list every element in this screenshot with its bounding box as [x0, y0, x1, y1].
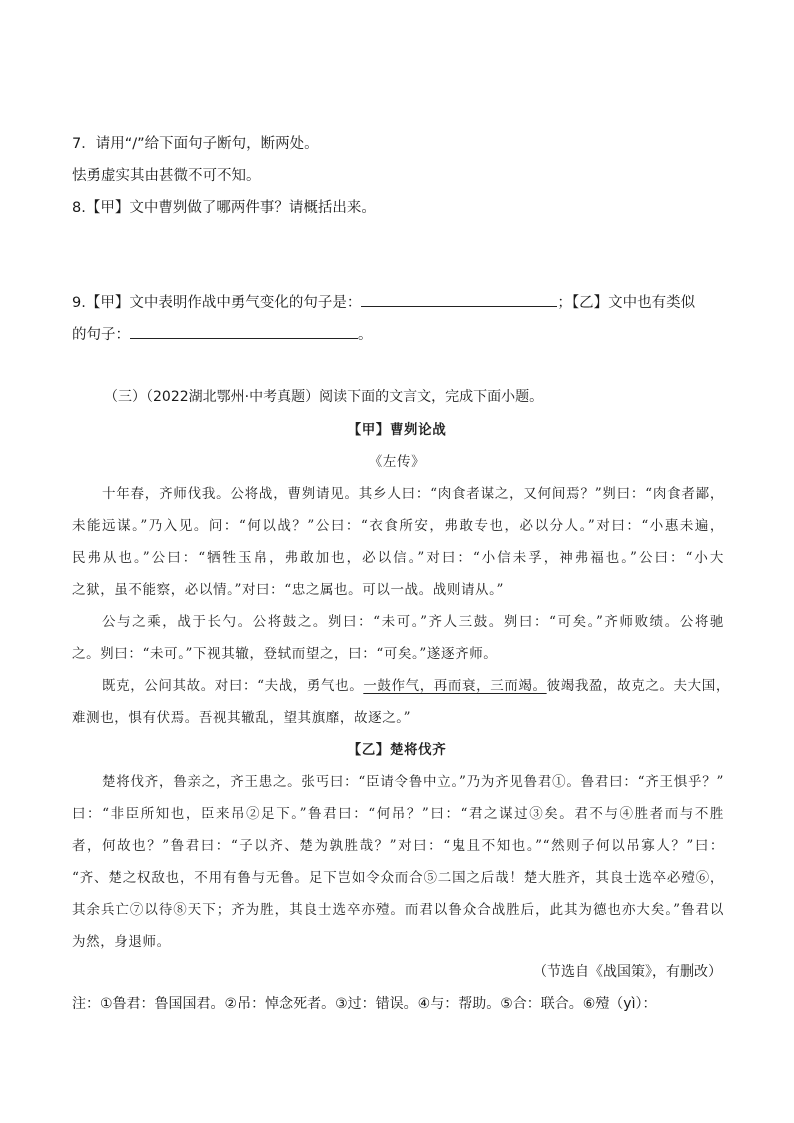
question-8: 8.【甲】文中曹刿做了哪两件事？请概括出来。 — [72, 200, 376, 216]
annotation-notes: 注：①鲁君：鲁国国君。②吊：悼念死者。③过：错误。④与：帮助。⑤合：联合。⑥殪（yì）： — [72, 996, 657, 1012]
jia-line-3: 民弗从也。”公曰：“牺牲玉帛，弗敢加也，必以信。”对曰：“小信未孚，神弗福也。”公曰：“小大 — [72, 550, 724, 566]
question-9-line1 — [72, 292, 695, 313]
jia-line-7-post: 彼竭我盈，故克之。夫大国， — [546, 678, 730, 694]
jia-line-2: 未能远谋。”乃入见。问：“何以战？”公曰：“衣食所安，弗敢专也，必以分人。”对曰：“小惠未遍， — [72, 518, 724, 534]
question-9-end: 。 — [358, 327, 373, 343]
question-9-prompt-2: ；【乙】文中也有类似 — [557, 295, 696, 311]
question-7: 7．请用“/”给下面句子断句，断两处。 — [72, 136, 319, 152]
yi-line-1: 楚将伐齐，鲁亲之，齐王患之。张丐曰：“臣请令鲁中立。”乃为齐见鲁君①。鲁君曰：“齐王惧乎？” — [102, 774, 724, 790]
yi-line-3: 者，何故也？”鲁君曰：“子以齐、楚为孰胜哉？”对曰：“鬼且不知也。”“然则子何以吊寡人？”曰： — [72, 838, 724, 854]
passage-jia-source: 《左传》 — [368, 454, 426, 470]
question-7-sentence: 怯勇虚实其由甚微不可不知。 — [72, 168, 261, 184]
underlined-sentence: 一鼓作气，再而衰，三而竭。 — [363, 678, 547, 694]
question-9-prompt: 9.【甲】文中表明作战中勇气变化的句子是： — [72, 295, 362, 311]
answer-blank-1[interactable] — [361, 292, 557, 307]
yi-line-4: “齐、楚之权敌也，不用有鲁与无鲁。足下岂如令众而合⑤二国之后哉！楚大胜齐，其良士选卒必殪⑥， — [72, 870, 724, 886]
jia-line-7 — [102, 676, 730, 696]
jia-line-8: 难测也，惧有伏焉。吾视其辙乱，望其旗靡，故逐之。” — [72, 710, 412, 726]
passage-yi-source: （节选自《战国策》，有删改） — [533, 964, 722, 980]
jia-line-1: 十年春，齐师伐我。公将战，曹刿请见。其乡人曰：“肉食者谋之，又何间焉？”刿曰：“肉食者鄙， — [102, 486, 724, 502]
passage-yi-title: 【乙】楚将伐齐 — [347, 742, 447, 758]
jia-line-7-pre: 既克，公问其故。对曰：“夫战，勇气也。 — [102, 678, 364, 694]
answer-blank-2[interactable] — [130, 324, 358, 339]
question-9-line2 — [72, 324, 373, 345]
yi-line-5: 其余兵亡⑦以待⑧天下；齐为胜，其良士选卒亦殪。而君以鲁众合战胜后，此其为德也亦大矣。”鲁君以 — [72, 902, 724, 918]
section-3-heading: （三）（2022湖北鄂州·中考真题）阅读下面的文言文，完成下面小题。 — [104, 389, 544, 405]
question-9-prompt-3: 的句子： — [72, 327, 130, 343]
yi-line-2: 曰：“非臣所知也，臣来吊②足下。”鲁君曰：“何吊？”曰：“君之谋过③矣。君不与④胜者而与不胜 — [72, 806, 724, 822]
passage-jia-title: 【甲】曹刿论战 — [347, 422, 447, 438]
yi-line-6: 为然，身退师。 — [72, 934, 171, 950]
jia-line-5: 公与之乘，战于长勺。公将鼓之。刿曰：“未可。”齐人三鼓。刿曰：“可矣。”齐师败绩。公将驰 — [102, 614, 724, 630]
jia-line-4: 之狱，虽不能察，必以情。”对曰：“忠之属也。可以一战。战则请从。” — [72, 582, 505, 598]
jia-line-6: 之。刿曰：“未可。”下视其辙，登轼而望之，曰：“可矣。”遂逐齐师。 — [72, 646, 498, 662]
